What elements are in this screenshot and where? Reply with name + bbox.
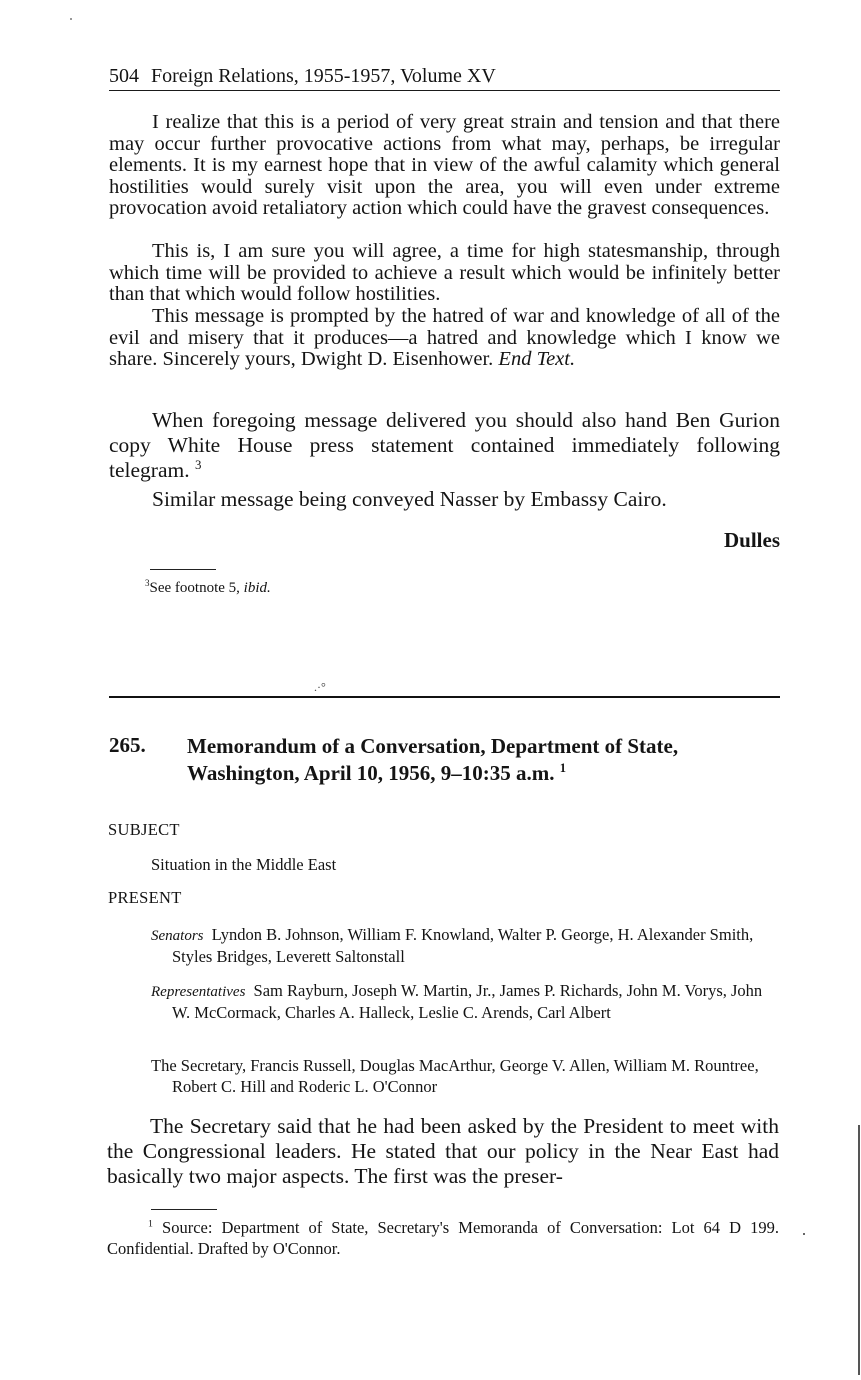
representatives-label: Representatives [151,984,246,1000]
memo-body [107,1114,779,1189]
footnote-1-text: Source: Department of State, Secretary's Memoranda of Conversation: Lot 64 D 199. Confidential. Drafted by O'Connor. [107,1218,780,1258]
margin-dot [803,1233,805,1235]
section-divider [109,696,780,698]
footnote-ref-3: 3 [194,457,202,472]
document-title-text: Memorandum of a Conversation, Department of State, Washington, April 10, 1956, 9–10:35 a.m. [187,734,679,785]
letter-paragraph-2: This is, I am sure you will agree, a time for high statesmanship, through which time will be provided to achieve a result which would be infinitely better than that which would follow hostilities. [109,240,780,305]
footnote-rule-top [150,569,216,570]
instruction-paragraph-2: Similar message being conveyed Nasser by Embassy Cairo. [152,487,667,511]
letter-paragraph-1: I realize that this is a period of very great strain and tension and that there may occur further provocative actions from what may, perhaps, be irregular elements. It is my earnest hope that in view of the awful calamity which general hostilities would surely visit upon the area, you will even under extreme provocation avoid retaliatory action which could have the gravest consequences. [109,111,780,219]
representatives-list: Sam Rayburn, Joseph W. Martin, Jr., James P. Richards, John M. Vorys, John W. McCormack, Charles A. Halleck, Leslie C. Arends, Carl Albert [172,981,763,1022]
running-header [109,64,780,91]
instruction-paragraph-1 [109,408,780,483]
attendees-representatives [151,981,767,1023]
running-title: Foreign Relations, 1955-1957, Volume XV [151,65,496,87]
footnote-3-text: See footnote 5, [149,580,244,596]
end-text-marker: End Text. [498,348,576,370]
footnote-rule-bottom [151,1209,217,1210]
attendees-senators [151,925,767,967]
attendees-others: The Secretary, Francis Russell, Douglas MacArthur, George V. Allen, William M. Rountree, Robert C. Hill and Roderic L. O'Connor [151,1056,759,1096]
instruction-text: When foregoing message delivered you should also hand Ben Gurion copy White House press statement contained immediately following telegram. [109,408,780,482]
senators-list: Lyndon B. Johnson, William F. Knowland, Walter P. George, H. Alexander Smith, Styles Bridges, Leverett Saltonstall [172,925,754,966]
footnote-3 [145,578,271,599]
subject-label: SUBJECT [108,820,180,839]
margin-speck [70,18,72,20]
memo-body-text: The Secretary said that he had been asked by the President to meet with the Congressional leaders. He stated that our policy in the Near East had basically two major aspects. The first was the preser- [107,1114,779,1188]
footnote-1-marker: 1 [148,1218,153,1230]
subject-value: Situation in the Middle East [151,855,337,874]
footnote-1 [107,1218,779,1259]
page-edge-shadow [858,1125,860,1375]
document-number: 265. [109,733,146,757]
page-number: 504 [109,65,139,87]
footnote-3-ibid: ibid. [243,580,271,596]
footnote-3-marker: 3 [145,578,150,588]
signature: Dulles [723,528,780,552]
document-title [187,733,777,787]
senators-label: Senators [151,928,204,944]
letter-closing-paragraph [109,306,780,371]
footnote-ref-1: 1 [559,761,567,775]
present-label: PRESENT [108,888,182,907]
ink-speck: .·° [314,680,326,694]
letter-closing-text: This message is prompted by the hatred of war and knowledge of all of the evil and misery that it produces—a hatred and knowledge which I know we share. Sincerely yours, Dwight D. Eisenhower. [109,305,780,370]
